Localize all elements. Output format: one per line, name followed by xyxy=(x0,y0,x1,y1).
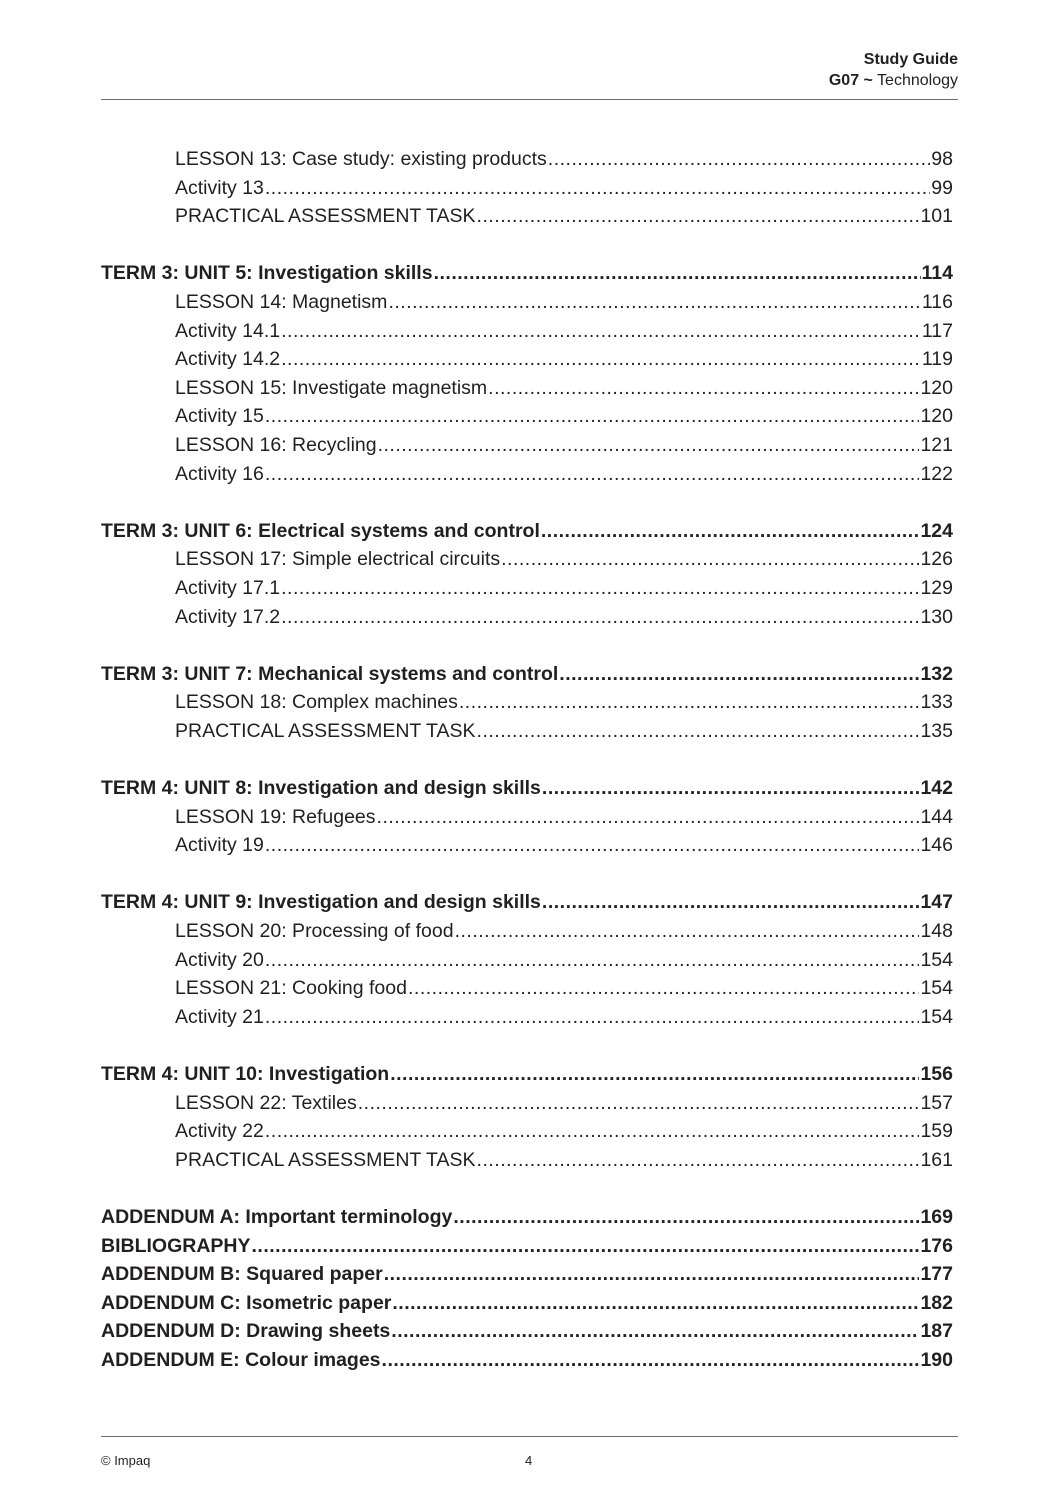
toc-entry-page: 130 xyxy=(920,605,953,628)
toc-entry-label: LESSON 15: Investigate magnetism xyxy=(175,376,488,399)
toc-entry-page: 121 xyxy=(920,433,953,456)
dot-leader xyxy=(281,574,919,603)
toc-entry-label: Activity 15 xyxy=(175,405,264,428)
dot-leader xyxy=(455,917,920,946)
toc-entry-page: 144 xyxy=(920,805,953,828)
table-of-contents xyxy=(101,145,953,1403)
toc-entry[interactable] xyxy=(101,1146,953,1175)
dot-leader xyxy=(358,1089,920,1118)
toc-entry-label: LESSON 20: Processing of food xyxy=(175,920,454,943)
toc-entry[interactable] xyxy=(101,946,953,975)
toc-heading-entry[interactable] xyxy=(101,1289,953,1318)
toc-entry-label: LESSON 13: Case study: existing products xyxy=(175,148,547,170)
toc-entry[interactable] xyxy=(101,717,953,746)
toc-entry-label: Activity 14.2 xyxy=(175,348,281,371)
toc-entry-page: 177 xyxy=(920,1263,953,1286)
toc-entry-page: 148 xyxy=(920,920,953,943)
header-divider xyxy=(101,99,958,100)
toc-entry[interactable] xyxy=(101,574,953,603)
toc-entry-label: Activity 22 xyxy=(175,1120,264,1143)
subject-name: Technology xyxy=(877,72,958,89)
toc-entry-label: LESSON 16: Recycling xyxy=(175,433,377,456)
dot-leader xyxy=(390,1060,919,1089)
toc-entry-page: 132 xyxy=(920,662,953,685)
toc-entry-page: 182 xyxy=(920,1291,953,1314)
toc-entry-label: ADDENDUM B: Squared paper xyxy=(101,1263,383,1286)
toc-entry-page: 122 xyxy=(920,462,953,485)
toc-entry-label: ADDENDUM E: Colour images xyxy=(101,1348,381,1371)
dot-leader xyxy=(477,202,920,231)
toc-entry-label: ADDENDUM D: Drawing sheets xyxy=(101,1320,391,1343)
toc-heading-entry[interactable] xyxy=(101,774,953,803)
toc-entry-page: 154 xyxy=(920,1005,953,1028)
toc-entry-page: 117 xyxy=(921,319,953,342)
dot-leader xyxy=(542,774,920,803)
copyright-notice: © Impaq xyxy=(101,1453,151,1468)
toc-entry[interactable] xyxy=(101,345,953,374)
toc-entry-label: PRACTICAL ASSESSMENT TASK xyxy=(175,1148,476,1171)
dot-leader xyxy=(377,803,920,832)
toc-entry-page: 120 xyxy=(920,405,953,428)
dot-leader xyxy=(488,374,919,403)
dot-leader xyxy=(408,974,919,1003)
toc-entry-page: 159 xyxy=(920,1120,953,1143)
toc-entry-page: 187 xyxy=(920,1320,953,1343)
toc-entry[interactable] xyxy=(101,1003,953,1032)
toc-entry-label: Activity 16 xyxy=(175,462,264,485)
toc-heading-entry[interactable] xyxy=(101,1203,953,1232)
toc-section xyxy=(101,1203,953,1375)
toc-heading-entry[interactable] xyxy=(101,660,953,689)
dot-leader xyxy=(265,946,920,975)
dot-leader xyxy=(281,345,921,374)
toc-entry[interactable] xyxy=(101,374,953,403)
toc-entry-label: TERM 4: UNIT 10: Investigation xyxy=(101,1063,390,1085)
dot-leader xyxy=(265,831,920,860)
toc-entry-label: BIBLIOGRAPHY xyxy=(101,1234,251,1257)
dot-leader xyxy=(384,1260,920,1289)
dot-leader xyxy=(548,145,931,174)
dot-leader xyxy=(501,545,919,574)
toc-entry-page: 101 xyxy=(920,205,953,228)
toc-entry-label: Activity 21 xyxy=(175,1005,264,1028)
toc-entry[interactable] xyxy=(101,288,953,317)
toc-section xyxy=(101,774,953,860)
toc-entry-page: 154 xyxy=(920,977,953,1000)
dot-leader xyxy=(388,288,920,317)
dot-leader xyxy=(541,517,920,546)
toc-entry-page: 156 xyxy=(920,1063,953,1085)
toc-entry-label: TERM 3: UNIT 7: Mechanical systems and control xyxy=(101,662,559,685)
toc-entry-label: LESSON 19: Refugees xyxy=(175,805,376,828)
toc-entry[interactable] xyxy=(101,317,953,346)
dot-leader xyxy=(265,402,920,431)
toc-section xyxy=(101,660,953,746)
toc-section xyxy=(101,1060,953,1174)
toc-entry[interactable] xyxy=(101,174,953,203)
toc-entry[interactable] xyxy=(101,974,953,1003)
toc-entry-page: 190 xyxy=(920,1348,953,1371)
dot-leader xyxy=(391,1317,919,1346)
toc-entry[interactable] xyxy=(101,803,953,832)
dot-leader xyxy=(392,1289,919,1318)
toc-entry-page: 135 xyxy=(920,719,953,742)
dot-leader xyxy=(559,660,919,689)
toc-entry-page: 133 xyxy=(920,691,953,714)
dot-leader xyxy=(382,1346,920,1375)
toc-entry[interactable] xyxy=(101,1117,953,1146)
dot-leader xyxy=(453,1203,919,1232)
toc-entry-page: 169 xyxy=(920,1205,953,1228)
toc-entry-page: 146 xyxy=(920,834,953,857)
toc-entry[interactable] xyxy=(101,431,953,460)
dot-leader xyxy=(434,259,921,288)
toc-entry[interactable] xyxy=(101,831,953,860)
toc-entry-label: Activity 14.1 xyxy=(175,319,281,342)
dot-leader xyxy=(265,174,930,203)
toc-entry-page: 124 xyxy=(920,519,953,542)
separator: ~ xyxy=(863,72,873,89)
toc-entry-page: 99 xyxy=(931,176,953,199)
toc-heading-entry[interactable] xyxy=(101,1317,953,1346)
toc-entry[interactable] xyxy=(101,545,953,574)
toc-entry-page: 147 xyxy=(920,891,953,914)
toc-heading-entry[interactable] xyxy=(101,517,953,546)
toc-entry-label: Activity 17.1 xyxy=(175,576,281,599)
toc-entry-label: TERM 3: UNIT 6: Electrical systems and control xyxy=(101,519,540,542)
dot-leader xyxy=(281,317,921,346)
toc-entry[interactable] xyxy=(101,460,953,489)
toc-section xyxy=(101,888,953,1031)
toc-entry-label: PRACTICAL ASSESSMENT TASK xyxy=(175,205,476,228)
toc-entry-label: LESSON 18: Complex machines xyxy=(175,691,458,714)
toc-entry-page: 129 xyxy=(920,576,953,599)
toc-entry-label: LESSON 22: Textiles xyxy=(175,1091,357,1114)
toc-heading-entry[interactable] xyxy=(101,1060,953,1089)
toc-entry-label: LESSON 17: Simple electrical circuits xyxy=(175,548,501,571)
toc-entry-page: 119 xyxy=(921,348,953,371)
toc-entry-label: TERM 4: UNIT 8: Investigation and design skills xyxy=(101,777,541,800)
dot-leader xyxy=(378,431,920,460)
dot-leader xyxy=(265,1117,920,1146)
dot-leader xyxy=(265,1003,920,1032)
toc-entry-label: ADDENDUM A: Important terminology xyxy=(101,1205,453,1228)
dot-leader xyxy=(459,688,920,717)
toc-entry-page: 142 xyxy=(920,777,953,800)
dot-leader xyxy=(477,1146,920,1175)
toc-entry[interactable] xyxy=(101,202,953,231)
toc-entry-label: Activity 13 xyxy=(175,176,264,199)
document-subtitle xyxy=(829,70,958,91)
page-number: 4 xyxy=(525,1453,533,1468)
dot-leader xyxy=(477,717,920,746)
toc-entry-label: Activity 19 xyxy=(175,834,264,857)
toc-entry[interactable] xyxy=(101,1089,953,1118)
toc-entry-label: Activity 20 xyxy=(175,948,264,971)
toc-entry-page: 161 xyxy=(920,1148,953,1171)
toc-entry[interactable] xyxy=(101,917,953,946)
toc-heading-entry[interactable] xyxy=(101,1346,953,1375)
dot-leader xyxy=(252,1232,920,1261)
toc-entry-page: 154 xyxy=(920,948,953,971)
toc-entry-page: 126 xyxy=(920,548,953,571)
toc-heading-entry[interactable] xyxy=(101,888,953,917)
toc-entry-page: 176 xyxy=(920,1234,953,1257)
toc-entry-page: 114 xyxy=(921,262,953,285)
toc-entry[interactable] xyxy=(101,688,953,717)
toc-entry-label: LESSON 21: Cooking food xyxy=(175,977,407,1000)
dot-leader xyxy=(265,460,920,489)
toc-entry-label: TERM 3: UNIT 5: Investigation skills xyxy=(101,262,433,285)
toc-entry[interactable] xyxy=(101,603,953,632)
toc-heading-entry[interactable] xyxy=(101,259,953,288)
footer-divider xyxy=(101,1436,958,1437)
page-header xyxy=(829,49,958,91)
document-title: Study Guide xyxy=(863,51,958,68)
grade-code: G07 xyxy=(828,72,860,89)
toc-section xyxy=(101,259,953,488)
toc-section xyxy=(101,517,953,631)
toc-entry-page: 157 xyxy=(920,1091,953,1114)
toc-entry-page: 98 xyxy=(931,148,953,170)
toc-entry-page: 120 xyxy=(920,376,953,399)
toc-section xyxy=(101,145,953,231)
toc-entry[interactable] xyxy=(101,145,953,174)
toc-entry-label: PRACTICAL ASSESSMENT TASK xyxy=(175,719,476,742)
toc-entry-label: Activity 17.2 xyxy=(175,605,281,628)
toc-heading-entry[interactable] xyxy=(101,1232,953,1261)
toc-entry-label: LESSON 14: Magnetism xyxy=(175,290,388,313)
dot-leader xyxy=(281,603,919,632)
toc-entry-label: TERM 4: UNIT 9: Investigation and design skills xyxy=(101,891,541,914)
toc-entry[interactable] xyxy=(101,402,953,431)
toc-heading-entry[interactable] xyxy=(101,1260,953,1289)
toc-entry-page: 116 xyxy=(921,290,953,313)
toc-entry-label: ADDENDUM C: Isometric paper xyxy=(101,1291,392,1314)
dot-leader xyxy=(542,888,920,917)
